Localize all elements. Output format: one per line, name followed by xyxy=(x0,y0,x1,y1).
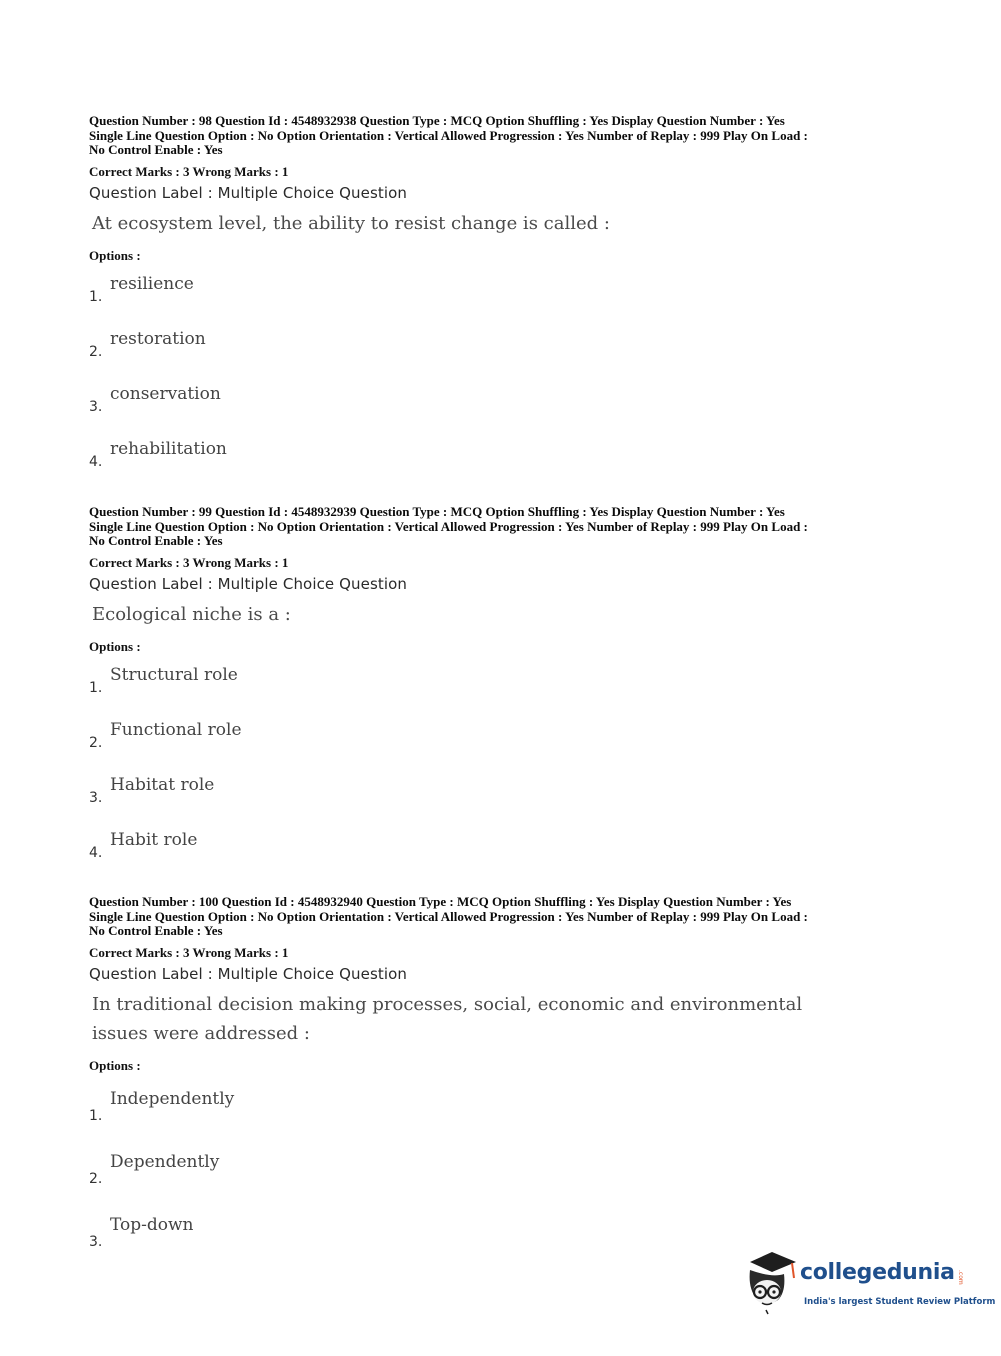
options-list xyxy=(89,664,919,888)
option-text: rehabilitation xyxy=(110,438,227,459)
question-marks: Correct Marks : 3 Wrong Marks : 1 xyxy=(89,554,289,570)
question-text: At ecosystem level, the ability to resist change is called : xyxy=(92,212,610,234)
option-text: Structural role xyxy=(110,664,238,685)
option-text: Functional role xyxy=(110,719,242,740)
meta-line: No Control Enable : Yes xyxy=(89,923,223,938)
brand-tagline: India's largest Student Review Platform xyxy=(804,1297,996,1307)
meta-line: Single Line Question Option : No Option Orientation : Vertical Allowed Progression : Yes Number of Replay : 999 Play On Load : xyxy=(89,908,808,924)
options-label: Options : xyxy=(89,247,141,263)
collegedunia-logo[interactable] xyxy=(742,1248,996,1316)
option-text: Habit role xyxy=(110,829,198,850)
option-number: 1. xyxy=(89,288,103,305)
option-number: 3. xyxy=(89,398,103,415)
option-text: Dependently xyxy=(110,1151,220,1172)
question-meta xyxy=(89,895,919,939)
option-number: 2. xyxy=(89,343,103,360)
option-number: 1. xyxy=(89,1107,103,1124)
option-item xyxy=(89,273,919,332)
option-text: Independently xyxy=(110,1088,235,1109)
option-item xyxy=(89,774,919,833)
meta-line: Single Line Question Option : No Option Orientation : Vertical Allowed Progression : Yes Number of Replay : 999 Play On Load : xyxy=(89,127,808,143)
options-list xyxy=(89,273,919,497)
option-text: Top-down xyxy=(110,1214,194,1235)
option-number: 2. xyxy=(89,734,103,751)
options-label: Options : xyxy=(89,638,141,654)
question-meta xyxy=(89,505,919,549)
option-number: 4. xyxy=(89,453,103,470)
question-text-line: In traditional decision making processes, social, economic and environmental xyxy=(92,993,803,1015)
option-text: conservation xyxy=(110,383,221,404)
question-label: Question Label : Multiple Choice Question xyxy=(89,574,408,593)
mascot-icon xyxy=(742,1248,800,1316)
question-meta xyxy=(89,114,919,158)
option-item xyxy=(89,829,919,888)
option-item xyxy=(89,664,919,723)
option-text: restoration xyxy=(110,328,206,349)
brand-domain: .com xyxy=(957,1270,964,1285)
meta-line: Single Line Question Option : No Option Orientation : Vertical Allowed Progression : Yes Number of Replay : 999 Play On Load : xyxy=(89,518,808,534)
meta-line: No Control Enable : Yes xyxy=(89,142,223,157)
options-label: Options : xyxy=(89,1057,141,1073)
question-text xyxy=(92,990,919,1048)
option-item xyxy=(89,719,919,778)
option-number: 3. xyxy=(89,1233,103,1250)
meta-line: Question Number : 100 Question Id : 4548932940 Question Type : MCQ Option Shuffling : Yes Display Question Number : Yes xyxy=(89,894,792,909)
question-block-99 xyxy=(89,505,919,888)
question-text: Ecological niche is a : xyxy=(92,603,291,625)
brand-name: collegedunia xyxy=(800,1260,955,1285)
option-number: 3. xyxy=(89,789,103,806)
option-text: Habitat role xyxy=(110,774,215,795)
question-block-100 xyxy=(89,895,919,1281)
meta-line: Question Number : 98 Question Id : 4548932938 Question Type : MCQ Option Shuffling : Yes Display Question Number : Yes xyxy=(89,113,785,128)
question-block-98 xyxy=(89,114,919,497)
question-label: Question Label : Multiple Choice Question xyxy=(89,183,408,202)
question-text-line: issues were addressed : xyxy=(92,1022,310,1044)
option-item xyxy=(89,438,919,497)
question-label: Question Label : Multiple Choice Question xyxy=(89,964,408,983)
meta-line: No Control Enable : Yes xyxy=(89,533,223,548)
question-marks: Correct Marks : 3 Wrong Marks : 1 xyxy=(89,944,289,960)
option-item xyxy=(89,383,919,442)
meta-line: Question Number : 99 Question Id : 4548932939 Question Type : MCQ Option Shuffling : Yes Display Question Number : Yes xyxy=(89,504,785,519)
option-number: 4. xyxy=(89,844,103,861)
question-marks: Correct Marks : 3 Wrong Marks : 1 xyxy=(89,163,289,179)
option-item xyxy=(89,1088,919,1155)
option-item xyxy=(89,1151,919,1218)
option-number: 1. xyxy=(89,679,103,696)
option-text: resilience xyxy=(110,273,194,294)
option-item xyxy=(89,328,919,387)
option-number: 2. xyxy=(89,1170,103,1187)
